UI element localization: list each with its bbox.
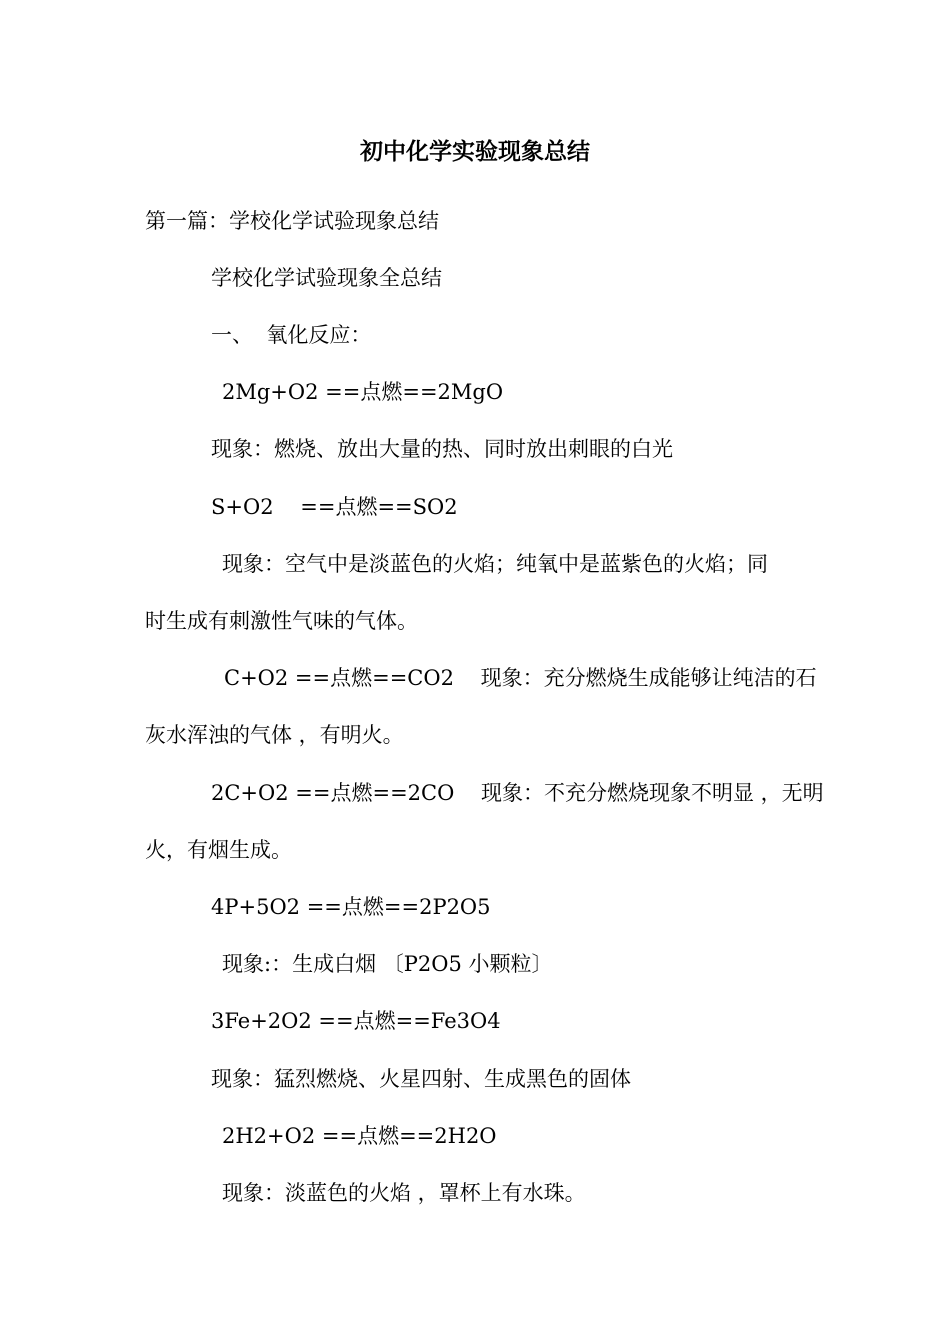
phenomenon-line: 现象：空气中是淡蓝色的火焰；纯氧中是蓝紫色的火焰；同	[222, 552, 768, 576]
equation-phenomenon-line: C+O2 ==点燃==CO2 现象：充分燃烧生成能够让纯洁的石	[224, 666, 817, 690]
equation-line: 4P+5O2 ==点燃==2P2O5	[211, 895, 491, 919]
phenomenon-line-continued: 火，有烟生成。	[145, 838, 292, 862]
equation-line: 2H2+O2 ==点燃==2H2O	[222, 1124, 497, 1148]
phenomenon-line: 现象:：生成白烟 〔P2O5 小颗粒〕	[222, 952, 553, 976]
phenomenon-line-continued: 时生成有刺激性气味的气体。	[145, 609, 418, 633]
phenomenon-line: 现象：淡蓝色的火焰 ，罩杯上有水珠。	[222, 1181, 586, 1205]
section-heading: 第一篇：学校化学试验现象总结	[145, 209, 439, 233]
category-heading: 一、 氧化反应：	[211, 323, 372, 347]
equation-line: S+O2 ==点燃==SO2	[211, 495, 458, 519]
phenomenon-line: 现象：燃烧、放出大量的热、同时放出刺眼的白光	[211, 437, 673, 461]
equation-phenomenon-line: 2C+O2 ==点燃==2CO 现象：不充分燃烧现象不明显 ，无明	[211, 781, 824, 805]
equation-line: 2Mg+O2 ==点燃==2MgO	[222, 380, 504, 404]
phenomenon-line: 现象：猛烈燃烧、火星四射、生成黑色的固体	[211, 1067, 631, 1091]
phenomenon-line-continued: 灰水浑浊的气体 ，有明火。	[145, 723, 404, 747]
document-title: 初中化学实验现象总结	[360, 138, 590, 165]
subsection-heading: 学校化学试验现象全总结	[211, 266, 442, 290]
equation-line: 3Fe+2O2 ==点燃==Fe3O4	[211, 1009, 501, 1033]
